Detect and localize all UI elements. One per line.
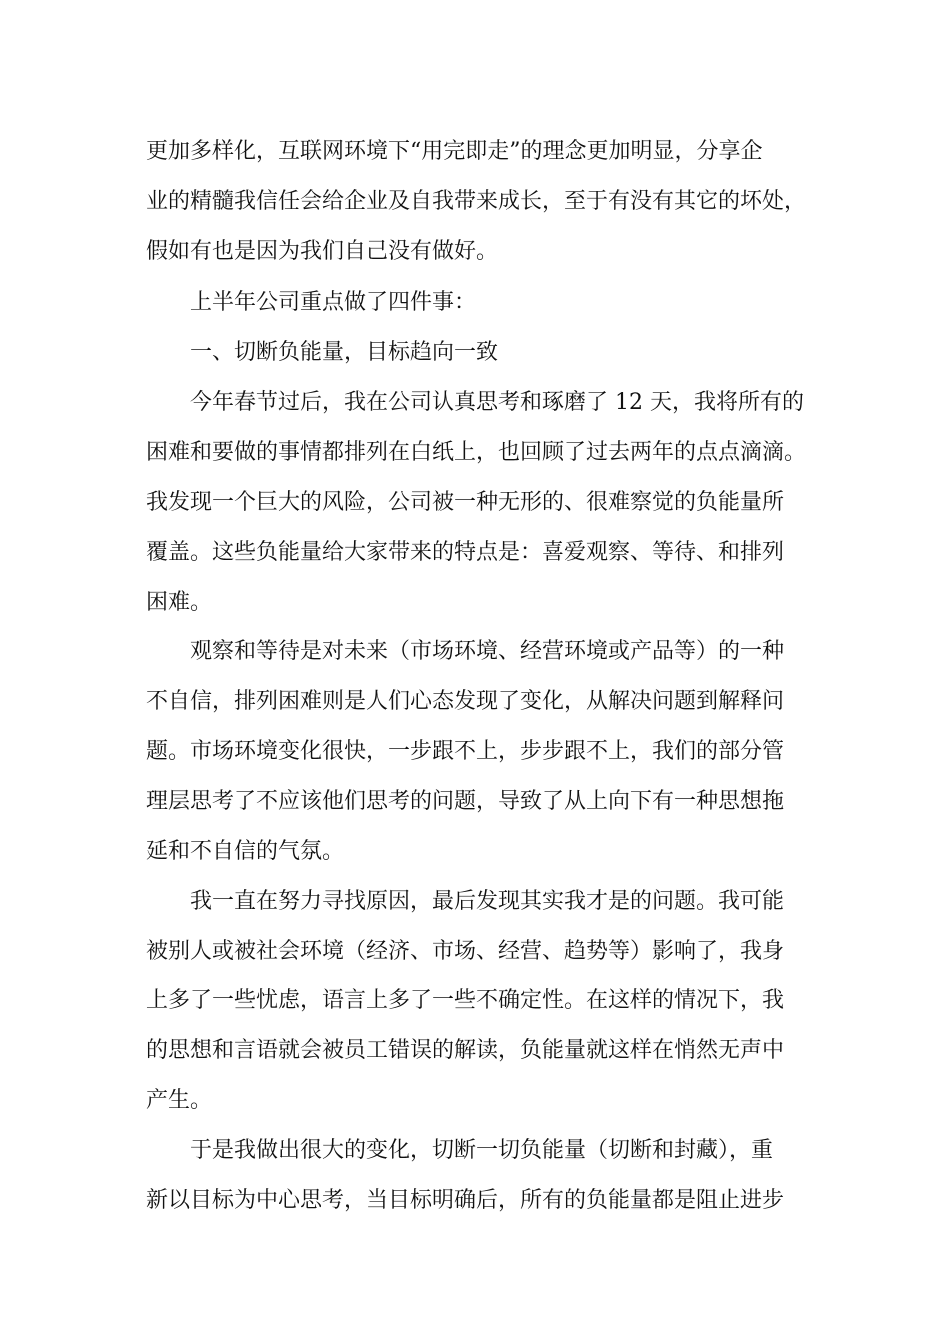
- text-line: 的思想和言语就会被员工错误的解读，负能量就这样在悄然无声中: [146, 1038, 785, 1063]
- text-line: 题。市场环境变化很快，一步跟不上，步步跟不上，我们的部分管: [146, 739, 785, 764]
- text-line: 更加多样化，互联网环境下“用完即走”的理念更加明显，分享企: [146, 139, 763, 164]
- text-line: 被别人或被社会环境（经济、市场、经营、趋势等）影响了，我身: [146, 939, 785, 964]
- text-line: 产生。: [146, 1088, 213, 1113]
- text-line: 新以目标为中心思考，当目标明确后，所有的负能量都是阻止进步: [146, 1188, 785, 1213]
- text-line: 上半年公司重点做了四件事：: [190, 290, 477, 315]
- section-heading: 一、切断负能量，目标趋向一致: [190, 340, 499, 365]
- text-line: 于是我做出很大的变化，切断一切负能量（切断和封藏），重: [190, 1138, 774, 1163]
- text-line: 延和不自信的气氛。: [146, 839, 345, 864]
- text-line: 理层思考了不应该他们思考的问题，导致了从上向下有一种思想拖: [146, 789, 785, 814]
- text-line: 困难。: [146, 590, 213, 615]
- text-line: 业的精髓我信任会给企业及自我带来成长，至于有没有其它的坏处，: [146, 189, 807, 214]
- text-line: 我一直在努力寻找原因，最后发现其实我才是的问题。我可能: [190, 889, 785, 914]
- text-line: 困难和要做的事情都排列在白纸上，也回顾了过去两年的点点滴滴。: [146, 440, 807, 465]
- text-line: 不自信，排列困难则是人们心态发现了变化，从解决问题到解释问: [146, 689, 785, 714]
- text-line: 假如有也是因为我们自己没有做好。: [146, 239, 499, 264]
- text-line: 上多了一些忧虑，语言上多了一些不确定性。在这样的情况下，我: [146, 988, 785, 1013]
- text-line: 观察和等待是对未来（市场环境、经营环境或产品等）的一种: [190, 639, 785, 664]
- text-line: 我发现一个巨大的风险，公司被一种无形的、很难察觉的负能量所: [146, 490, 785, 515]
- text-line: 今年春节过后，我在公司认真思考和琢磨了 12 天，我将所有的: [190, 390, 804, 415]
- text-line: 覆盖。这些负能量给大家带来的特点是：喜爱观察、等待、和排列: [146, 540, 785, 565]
